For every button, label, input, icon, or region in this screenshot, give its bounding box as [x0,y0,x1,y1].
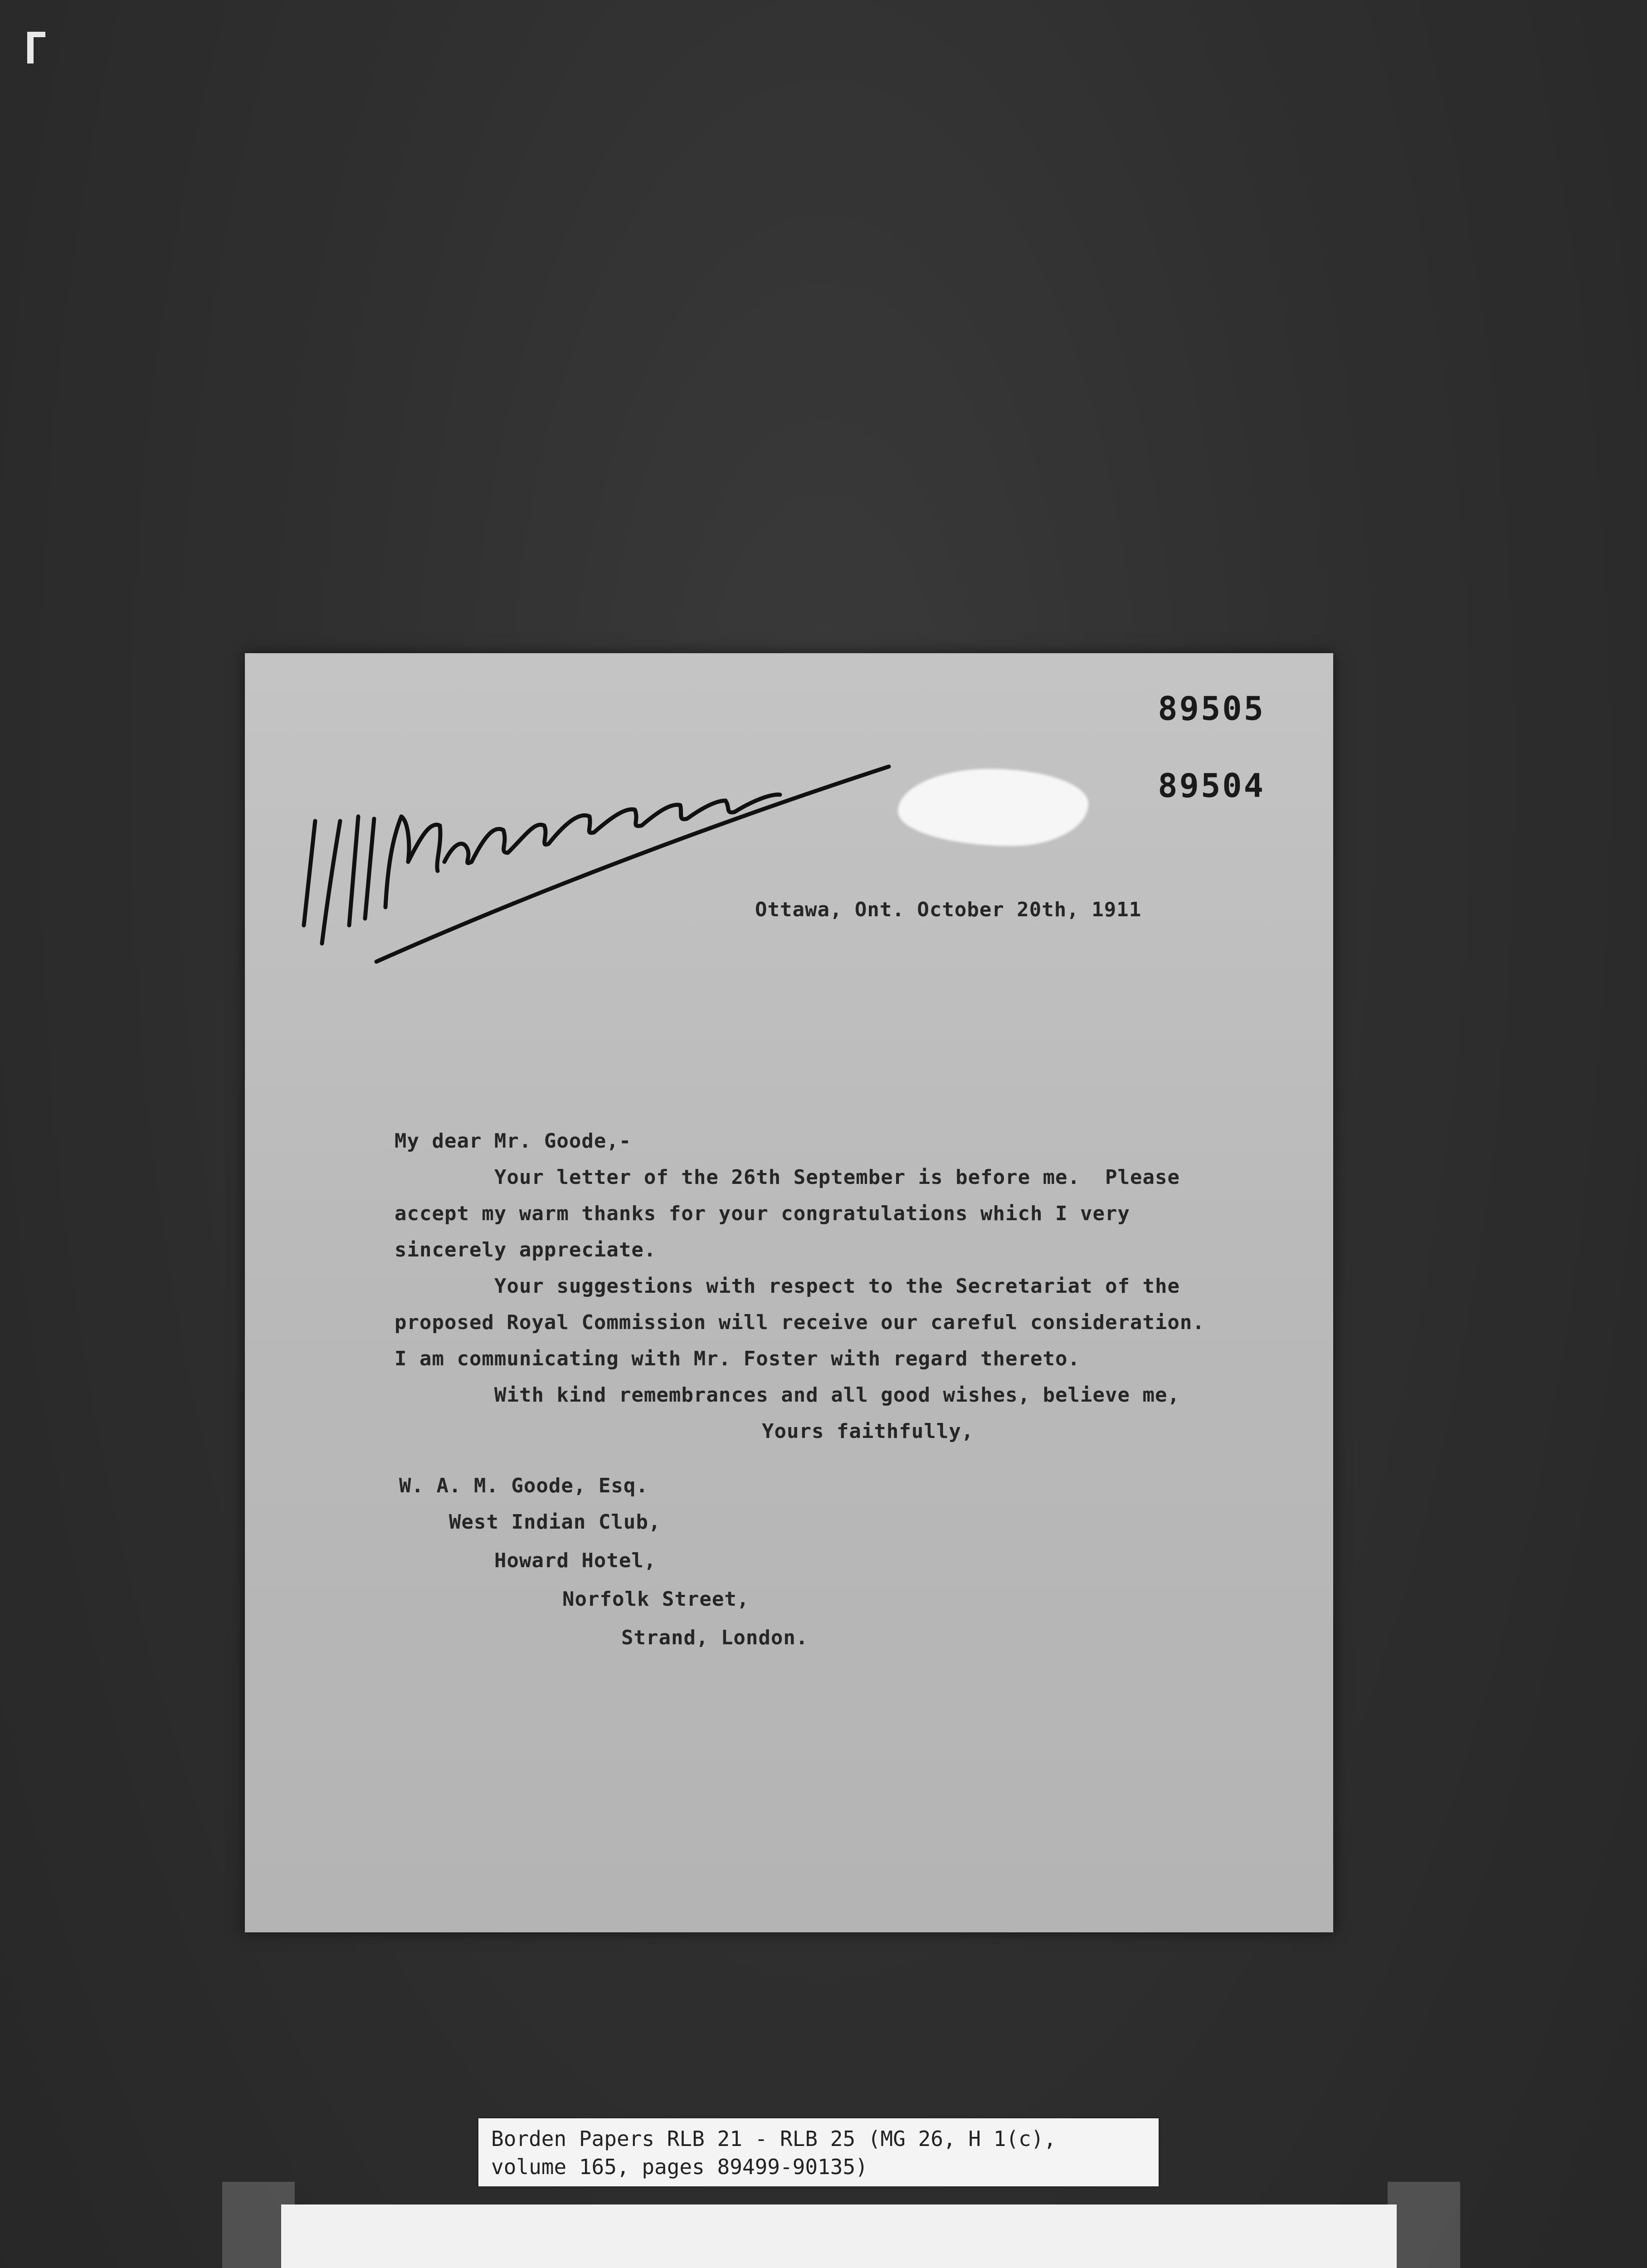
archive-number-bottom: 89504 [1158,767,1265,805]
body-line-4: Your suggestions with respect to the Secretariat of the [494,1275,1180,1298]
address-line-1: W. A. M. Goode, Esq. [399,1474,648,1497]
archive-number-top: 89505 [1158,689,1265,728]
dateline: Ottawa, Ont. October 20th, 1911 [755,898,1142,921]
body-line-5: proposed Royal Commission will receive our careful consideration. [395,1311,1205,1334]
body-line-1: Your letter of the 26th September is before me. Please [494,1166,1180,1189]
tape-strip-right [1388,2182,1460,2268]
body-line-7: With kind remembrances and all good wishes, believe me, [494,1383,1180,1407]
citation-label [478,2118,1159,2186]
citation-line-1: Borden Papers RLB 21 - RLB 25 (MG 26, H 1(c), [491,2126,1057,2151]
address-line-2: West Indian Club, [449,1510,661,1534]
body-line-6: I am communicating with Mr. Foster with regard thereto. [395,1347,1080,1370]
address-line-3: Howard Hotel, [494,1549,657,1572]
body-line-2: accept my warm thanks for your congratulations which I very [395,1202,1130,1225]
handwritten-annotation [272,671,979,998]
letter-page [245,653,1333,1932]
closing: Yours faithfully, [762,1420,974,1443]
citation-line-2: volume 165, pages 89499-90135) [491,2155,868,2179]
address-line-5: Strand, London. [621,1626,809,1649]
archives-stamp [281,2204,1397,2268]
corner-mark-top-left-h [27,32,45,37]
salutation: My dear Mr. Goode,- [395,1129,632,1153]
address-line-4: Norfolk Street, [562,1588,750,1611]
body-line-3: sincerely appreciate. [395,1238,657,1261]
